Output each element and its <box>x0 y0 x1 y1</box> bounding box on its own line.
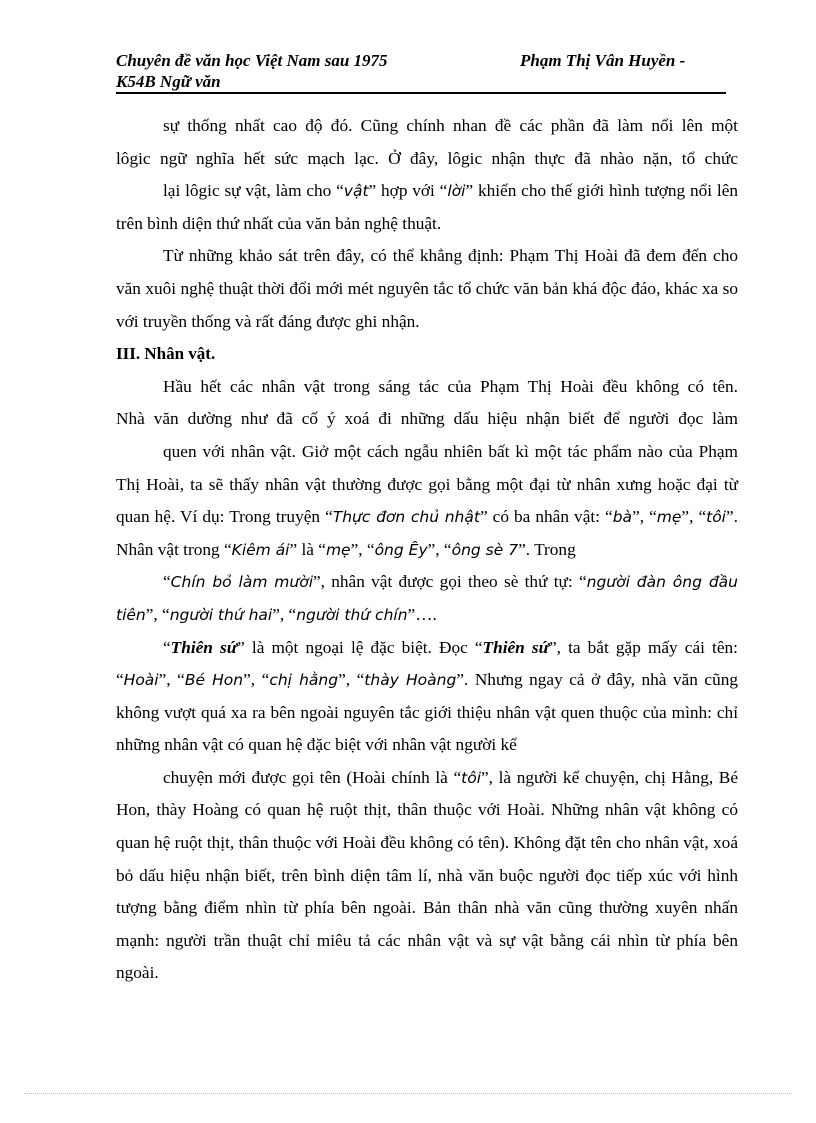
paragraph-8: chuyện mới được gọi tên (Hoài chính là “tôi”, là người kể chuyện, chị Hằng, Bé Hon, thày Hoàng có quan hệ ruột thịt, thân thuộc với Hoài. Những nhân vật không có quan hệ ruột thịt, thân thuộc với Hoài đều không có tên). Không đặt tên cho nhân vật, xoá bỏ dấu hiệu nhận biết, trên bình diện tâm lí, nhà văn buộc người đọc tiếp xúc với hình tượng bằng điểm nhìn từ phía bên ngoài. Bản thân nhà văn cũng thường xuyên nhấn mạnh: người trần thuật chỉ miêu tả các nhân vật và sự vật bằng cái nhìn từ phía bên ngoài. <box>116 767 738 983</box>
paragraph-3: Từ những khảo sát trên đây, có thể khẳng định: Phạm Thị Hoài đã đem đến cho văn xuôi nghệ thuật thời đổi mới mét nguyên tắc tổ chức văn bản khá độc đáo, khác xa so với truyền thống và rất đáng được ghi nhận. <box>116 246 738 331</box>
header-rule <box>116 92 726 94</box>
paragraph-2: lại lôgic sự vật, làm cho “vật” hợp với “lời” khiến cho thế giới hình tượng nổi lên trên bình diện thứ nhất của văn bản nghệ thuật. <box>116 181 739 233</box>
italic-term: lời <box>447 182 466 201</box>
header-author: Phạm Thị Vân Huyền - <box>520 51 686 70</box>
paragraph-5: quen với nhân vật. Giở một cách ngẫu nhiên bất kì một tác phẩm nào của Phạm Thị Hoài, ta sẽ thấy nhân vật thường được gọi bằng một đại từ nhân xưng hoặc đại từ quan hệ. Ví dụ: Trong truyện “Thực đơn chủ nhật” có ba nhân vật: “bà”, “mẹ”, “tôi”. Nhân vật trong “Kiêm ái” là “mẹ”, “ông Êy”, “ông sè 7”. Trong <box>116 441 738 559</box>
bold-title: Thiên sứ <box>170 637 238 657</box>
paragraph-4-line-1: Hầu hết các nhân vật trong sáng tác của Phạm Thị Hoài đều không có tên. <box>163 376 738 396</box>
paragraph-1-line-2: lôgic ngữ nghĩa hết sức mạch lạc. Ở đây, lôgic nhận thực đã nhào nặn, tổ chức <box>116 148 738 168</box>
document-body <box>116 110 738 990</box>
page-bottom-rule <box>24 1093 792 1094</box>
paragraph-4-line-2: Nhà văn dường như đã cố ý xoá đi những dấu hiệu nhận biết để người đọc làm <box>116 409 738 429</box>
paragraph-7: “Thiên sứ” là một ngoại lệ đặc biệt. Đọc “Thiên sứ”, ta bắt gặp mấy cái tên: “Hoài”, “Bé Hon”, “chị hằng”, “thày Hoàng”. Nhưng ngay cả ở đây, nhà văn cũng không vượt quá xa ra bên ngoài nguyên tắc giới thiệu nhân vật quen thuộc của mình: chỉ những nhân vật có quan hệ đặc biệt với nhân vật người kể <box>116 637 739 755</box>
header-course-title: Chuyên đề văn học Việt Nam sau 1975 <box>116 51 388 70</box>
italic-term: vật <box>343 182 369 201</box>
bold-title: Thiên sứ <box>482 637 549 657</box>
header-class: K54B Ngữ văn <box>116 72 221 91</box>
paragraph-1-line-1: sự thống nhất cao độ đó. Cũng chính nhan đề các phần đã làm nổi lên một <box>163 116 738 135</box>
paragraph-6: “Chín bỏ làm mười”, nhân vật được gọi theo sè thứ tự: “người đàn ông đầu tiên”, “người thứ hai”, “người thứ chín”…. <box>116 572 738 624</box>
section-heading: III. Nhân vật. <box>116 344 216 364</box>
